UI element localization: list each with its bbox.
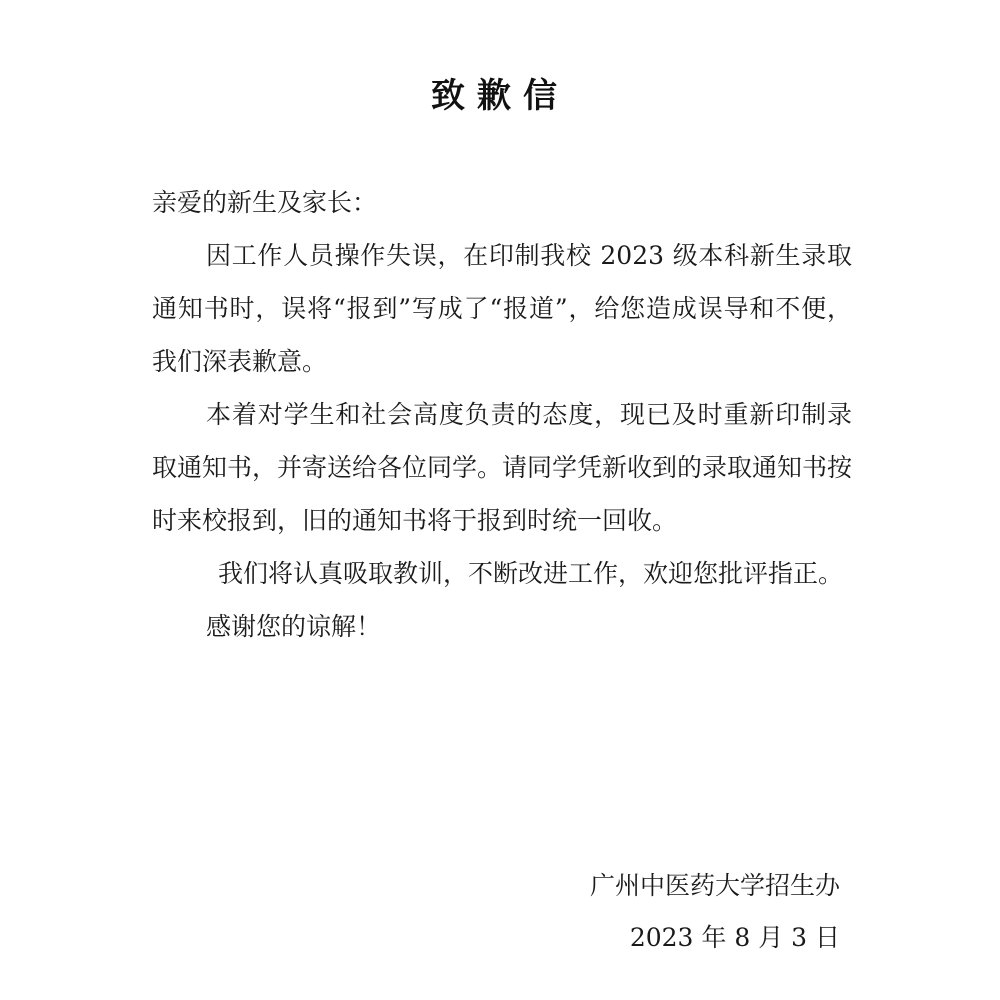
paragraph-improvement: 我们将认真吸取教训，不断改进工作，欢迎您批评指正。	[218, 559, 844, 588]
letter-body	[152, 176, 852, 653]
letter-title: 致歉信	[431, 76, 569, 116]
paragraph-reprint: 本着对学生和社会高度负责的态度，现已及时重新印制录取通知书，并寄送给各位同学。请同学凭新收到的录取通知书按时来校报到，旧的通知书将于报到时统一回收。	[152, 400, 853, 535]
paragraph-thanks: 感谢您的谅解！	[206, 612, 382, 641]
signature-organization: 广州中医药大学招生办	[589, 871, 840, 900]
signature-date: 2023 年 8 月 3 日	[629, 923, 840, 952]
paragraph-apology: 因工作人员操作失误，在印制我校 2023 级本科新生录取通知书时，误将“报到”写成了“报道”，给您造成误导和不便，我们深表歉意。	[152, 241, 852, 376]
salutation: 亲爱的新生及家长：	[152, 188, 378, 217]
signature-block	[590, 860, 840, 964]
